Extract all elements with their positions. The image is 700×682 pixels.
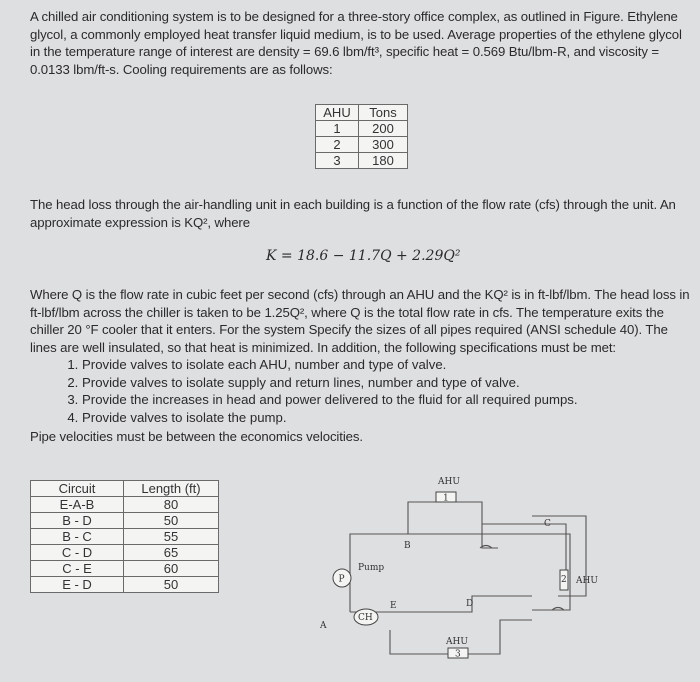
chiller-letters: CH <box>358 613 373 623</box>
length-cell: 60 <box>124 561 219 577</box>
head-loss-paragraph: The head loss through the air-handling unit in each building is a function of the flow rate (cfs) through the unit. An approximate expression is KQ², where <box>30 197 676 230</box>
tons-header: Tons <box>359 105 408 121</box>
flow-rate-paragraph: Where Q is the flow rate in cubic feet per second (cfs) through an AHU and the KQ² is in ft-lbf/lbm. The head loss in ft-lbf/lbm across the chiller is taken to be 1.25Q², where Q is the total flow rate in cfs. The temperature exits the chiller 20 °F cooler that it enters. For the system Specify the sizes of all pipes required (ANSI schedule 40). The lines are well insulated, so that heat is minimized. In addition, the following specifications must be met: <box>30 287 690 355</box>
specification-list <box>60 356 642 426</box>
pump-letter: P <box>338 574 345 585</box>
circuit-cell: E-A-B <box>31 497 124 513</box>
tons-cell: 300 <box>359 137 408 153</box>
length-cell: 50 <box>124 577 219 593</box>
ahu2-label: AHU <box>576 576 598 586</box>
tons-cell: 200 <box>359 121 408 137</box>
list-item: 2. Provide valves to isolate supply and return lines, number and type of valve. <box>82 374 642 392</box>
table-row <box>31 577 219 593</box>
table-row <box>31 545 219 561</box>
ahu-table <box>315 104 408 169</box>
table-row <box>31 513 219 529</box>
list-item: 1. Provide valves to isolate each AHU, number and type of valve. <box>82 356 642 374</box>
circuit-cell: B - D <box>31 513 124 529</box>
node-e-label: E <box>390 601 397 611</box>
ahu-cell: 1 <box>316 121 359 137</box>
velocity-note: Pipe velocities must be between the economics velocities. <box>30 429 363 444</box>
ahu1-label: AHU <box>438 477 460 487</box>
node-a-label: A <box>320 621 327 631</box>
list-item: 3. Provide the increases in head and power delivered to the fluid for all required pumps. <box>82 391 642 409</box>
ahu2-number: 2 <box>561 575 567 585</box>
lower-header-pipe <box>350 596 532 612</box>
circuit-cell: C - E <box>31 561 124 577</box>
ahu-cell: 3 <box>316 153 359 169</box>
intro-paragraph: A chilled air conditioning system is to be designed for a three-story office complex, as outlined in Figure. Ethylene glycol, a commonly employed heat transfer liquid medium, is to be used. Average properties of the ethylene glycol in the temperature range of interest are density = 69.6 lbm/ft³, specific heat = 0.569 Btu/lbm-R, and viscosity = 0.0133 lbm/ft-s. Cooling requirements are as follows: <box>30 9 682 77</box>
list-item: 4. Provide valves to isolate the pump. <box>82 409 642 427</box>
circuit-cell: E - D <box>31 577 124 593</box>
pump-label: Pump <box>358 563 385 573</box>
node-b-label: B <box>404 541 411 551</box>
ahu-cell: 2 <box>316 137 359 153</box>
tons-cell: 180 <box>359 153 408 169</box>
k-equation: K = 18.6 − 11.7Q + 2.29Q² <box>266 248 461 264</box>
table-row <box>31 497 219 513</box>
length-cell: 55 <box>124 529 219 545</box>
piping-diagram <box>300 462 640 672</box>
upper-header-pipe <box>482 524 566 570</box>
length-cell: 50 <box>124 513 219 529</box>
ahu-header: AHU <box>316 105 359 121</box>
table-row <box>316 121 408 137</box>
circuit-cell: B - C <box>31 529 124 545</box>
table-row <box>316 137 408 153</box>
node-c-label: C <box>544 519 551 529</box>
circuit-table <box>30 480 219 593</box>
length-cell: 65 <box>124 545 219 561</box>
ahu3-label: AHU <box>446 637 468 647</box>
ahu1-number: 1 <box>443 493 449 504</box>
table-row <box>31 561 219 577</box>
circuit-header: Circuit <box>31 481 124 497</box>
ahu3-number: 3 <box>455 649 461 660</box>
table-row <box>31 529 219 545</box>
length-cell: 80 <box>124 497 219 513</box>
table-header-row <box>316 105 408 121</box>
node-d-label: D <box>466 599 474 609</box>
circuit-cell: C - D <box>31 545 124 561</box>
ahu1-branch-pipe <box>408 502 498 548</box>
table-row <box>316 153 408 169</box>
table-header-row <box>31 481 219 497</box>
length-header: Length (ft) <box>124 481 219 497</box>
